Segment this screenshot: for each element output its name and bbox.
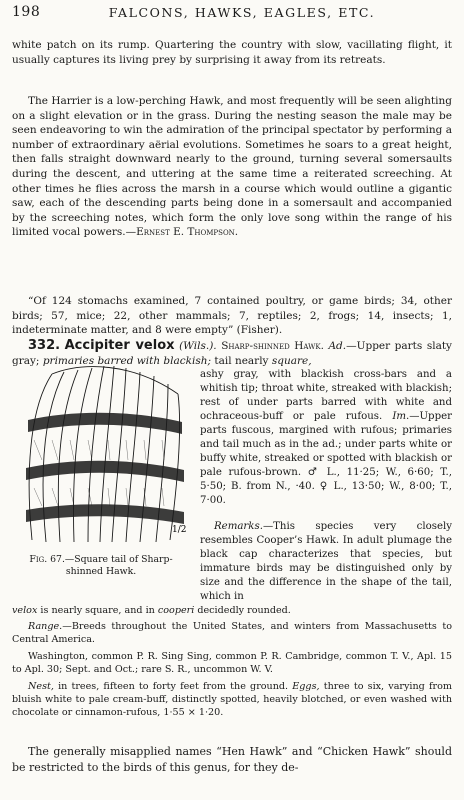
remarks-velox: velox — [12, 605, 38, 616]
range-paragraph — [12, 620, 452, 646]
page-number: 198 — [12, 4, 41, 20]
male-measurements: ♂ L., 11·25; W., 6·60; T., 5·50; B. from N., ·40. — [200, 467, 453, 492]
remarks-mid: is nearly square, and in — [40, 605, 155, 616]
figure-caption-text: —Square tail of Sharp-shinned Hawk. — [64, 554, 173, 577]
remarks-paragraph — [200, 520, 452, 604]
remarks-cooperi: cooperi — [157, 605, 195, 616]
eggs-label: Eggs, — [292, 681, 320, 692]
local-records-paragraph: Washington, common P. R. Sing Sing, common P. R. Cambridge, common T. V., Apl. 15 to Apl. 30; Sept. and Oct.; rare S. R., uncommon W. V. — [12, 651, 452, 676]
female-measurements: ♀ L., 13·50; W., 8·00; T., 7·00. — [200, 481, 452, 506]
remarks-continuation — [12, 604, 452, 617]
scale-mark: 1/2 — [172, 525, 187, 535]
nest-label: Nest, — [28, 681, 54, 692]
figure-caption — [12, 554, 190, 578]
adult-desc-mid: tail nearly — [214, 354, 269, 367]
species-name: Accipiter velox — [64, 338, 175, 353]
adult-label: Ad. — [328, 340, 347, 352]
nest-eggs-paragraph — [12, 680, 452, 720]
immature-label: Im. — [392, 411, 410, 422]
tail-dark-band — [28, 413, 182, 434]
paragraph-author: Ernest E. Thompson. — [136, 226, 239, 239]
adult-desc-start: —Upper parts slaty gray; — [12, 340, 452, 367]
range-label: Range. — [28, 621, 63, 632]
tail-dark-band — [26, 504, 184, 524]
figure-square-tail — [12, 360, 190, 548]
running-title: FALCONS, HAWKS, EAGLES, ETC. — [108, 5, 376, 20]
remarks-text: —This species very closely resembles Cooper’s Hawk. In adult plumage the black cap characterizes that species, but immature birds may be distinguished only by size and the difference in the shape of the tail, which in — [200, 521, 452, 602]
common-name: Sharp-shinned Hawk. — [221, 340, 324, 352]
species-authority: (Wils.). — [179, 340, 217, 352]
paragraph-harrier-behavior — [12, 94, 452, 240]
adult-desc-square: square, — [271, 354, 312, 367]
adult-desc-italic: primaries barred with blackish; — [42, 354, 212, 367]
remarks-end: decidedly rounded. — [197, 605, 291, 616]
paragraph-hen-hawk: The generally misapplied names “Hen Hawk” and “Chicken Hawk” should be restricted to the birds of this genus, for they de- — [12, 745, 452, 774]
species-description — [200, 368, 452, 508]
remarks-label: Remarks. — [214, 521, 263, 532]
eggs-text: three to six, varying from bluish white to pale cream-buff, distinctly spotted, heavily blotched, or even washed with chocolate or cinnamon-rufous, 1·55 × 1·20. — [12, 681, 452, 719]
tail-illustration — [12, 360, 190, 548]
paragraph-harrier-behavior-text: The Harrier is a low-perching Hawk, and most frequently will be seen alighting on a slight elevation or in the grass. During the nesting season the male may be seen endeavoring to win the admiration of the principal spectator by performing a number of extraordinary aërial evolutions. Sometimes he soars to a great height, then falls straight downward nearly to the ground, turning several somersaults during the descent, and uttering at the same time a reiterated screeching. At other times he flies across the marsh in a course which would outline a gigantic saw, each of the descending parts being done in a somersault and accompanied by the screeching notes, which form the only love song within the range of his limited vocal powers.— — [12, 95, 452, 239]
paragraph-stomach-contents: “Of 124 stomachs examined, 7 contained poultry, or game birds; 34, other birds; 57, mice; 22, other mammals; 7, reptiles; 2, frogs; 14, insects; 1, indeterminate matter, and 8 were empty” (Fisher). — [12, 295, 452, 337]
immature-desc: —Upper parts fuscous, margined with rufous; primaries and tail much as in the ad.; under parts white or buffy white, streaked or spotted with blackish or pale rufous-brown. — [200, 411, 452, 478]
page-header — [12, 2, 452, 24]
species-number: 332. — [28, 338, 61, 353]
tail-dark-band — [26, 461, 184, 482]
adult-desc-rest: ashy gray, with blackish cross-bars and a whitish tip; throat white, streaked with blackish; rest of under parts barred with white and ochraceous-buff or pale rufous. — [200, 369, 453, 422]
paragraph-harrier-rump: white patch on its rump. Quartering the country with slow, vacillating flight, it usually captures its living prey by surprising it away from its retreats. — [12, 39, 452, 66]
range-text: —Breeds throughout the United States, and winters from Massachusetts to Central America. — [12, 621, 452, 646]
nest-text: in trees, fifteen to forty feet from the ground. — [58, 681, 289, 692]
figure-label: Fig. 67. — [29, 554, 65, 565]
